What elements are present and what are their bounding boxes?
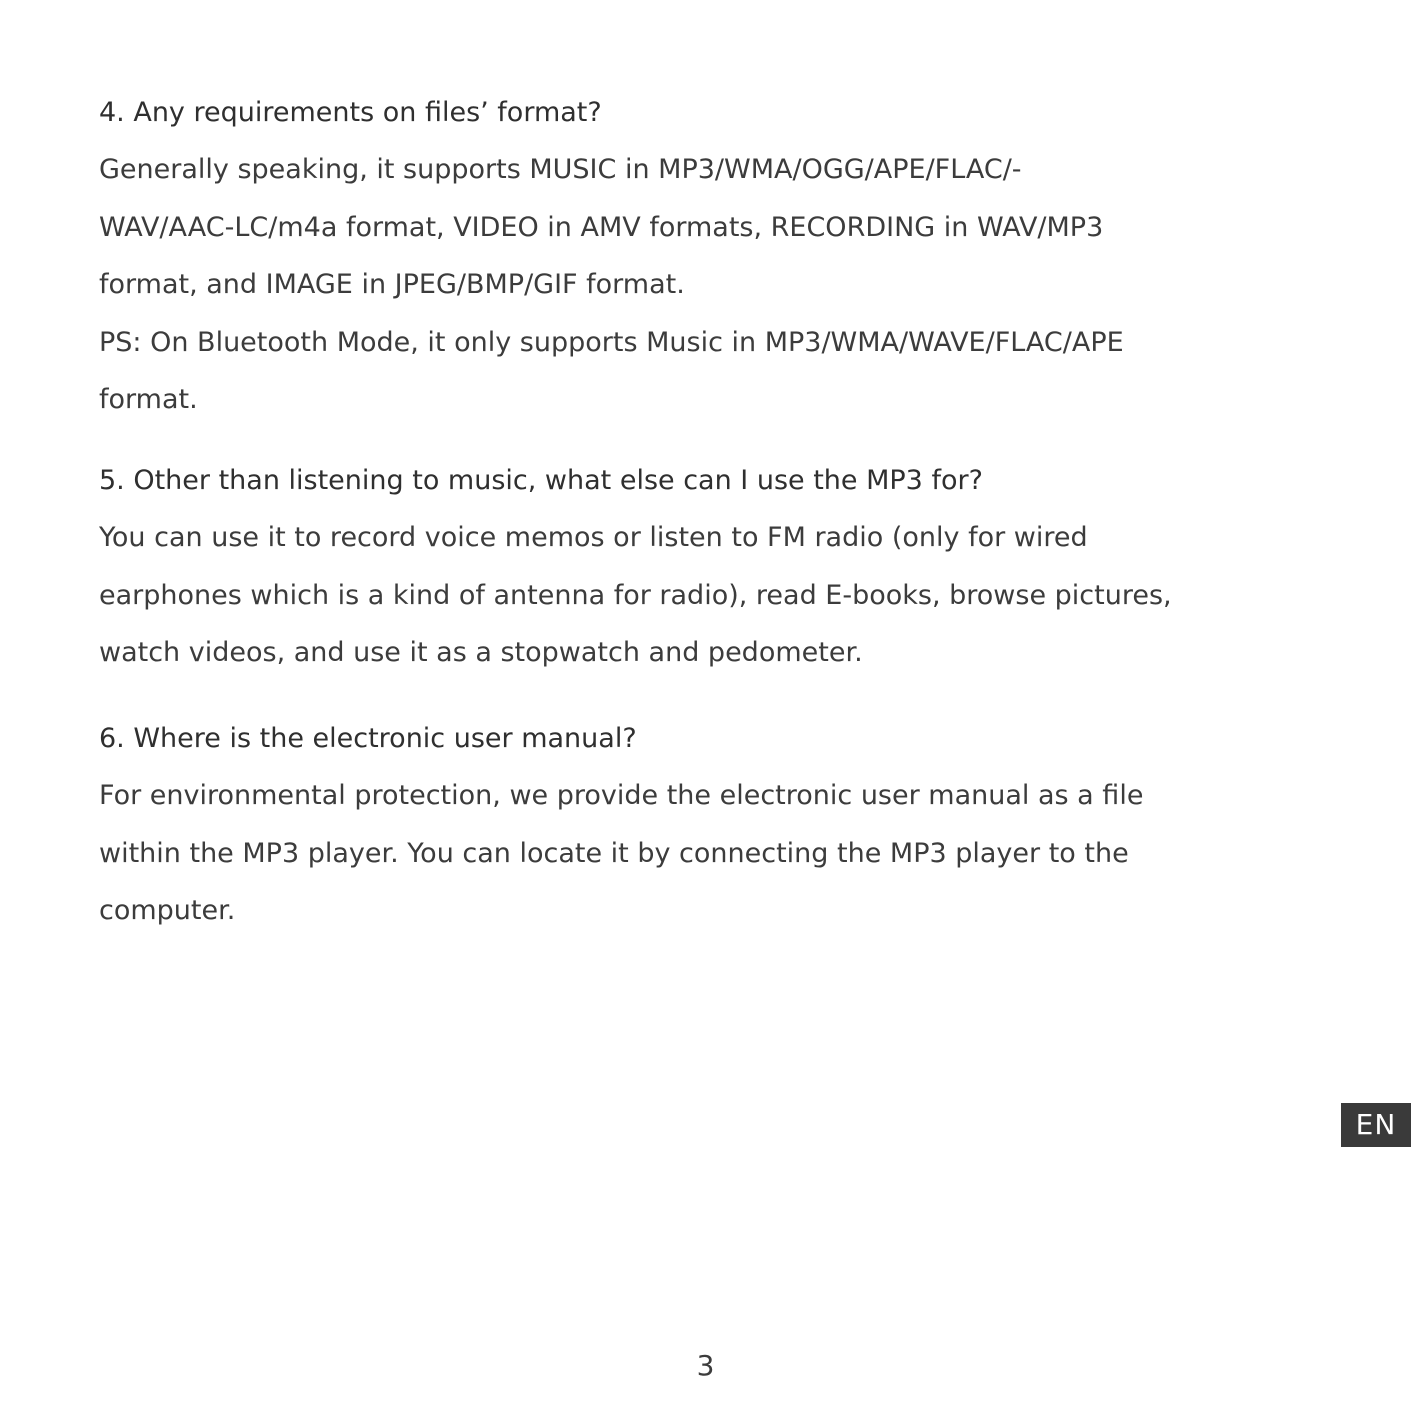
answer-line: WAV/AAC-LC/m4a format, VIDEO in AMV formats, RECORDING in WAV/MP3: [99, 211, 1104, 243]
faq-item-6: [99, 725, 1329, 940]
faq-answer: [99, 767, 1329, 940]
language-tab: EN: [1341, 1103, 1411, 1147]
answer-line: watch videos, and use it as a stopwatch and pedometer.: [99, 637, 863, 668]
answer-line: For environmental protection, we provide the electronic user manual as a file: [99, 780, 1144, 811]
answer-line: PS: On Bluetooth Mode, it only supports Music in MP3/WMA/WAVE/FLAC/APE: [99, 326, 1124, 358]
answer-line: You can use it to record voice memos or listen to FM radio (only for wired: [99, 522, 1088, 553]
answer-line: Generally speaking, it supports MUSIC in MP3/WMA/OGG/APE/FLAC/-: [99, 154, 1022, 185]
faq-question: 6. Where is the electronic user manual?: [99, 723, 637, 754]
answer-line: format.: [99, 384, 198, 415]
page-number: 3: [696, 1349, 715, 1382]
faq-question: 4. Any requirements on files’ format?: [99, 97, 602, 128]
faq-item-4: [99, 99, 1329, 429]
faq-question: 5. Other than listening to music, what else can I use the MP3 for?: [99, 465, 983, 496]
answer-line: earphones which is a kind of antenna for radio), read E-books, browse pictures,: [99, 579, 1172, 611]
answer-line: within the MP3 player. You can locate it by connecting the MP3 player to the: [99, 837, 1129, 869]
answer-line: format, and IMAGE in JPEG/BMP/GIF format.: [99, 269, 685, 300]
faq-item-5: [99, 467, 1329, 682]
answer-line: computer.: [99, 895, 236, 926]
faq-answer: [99, 141, 1329, 429]
faq-answer: [99, 509, 1329, 682]
